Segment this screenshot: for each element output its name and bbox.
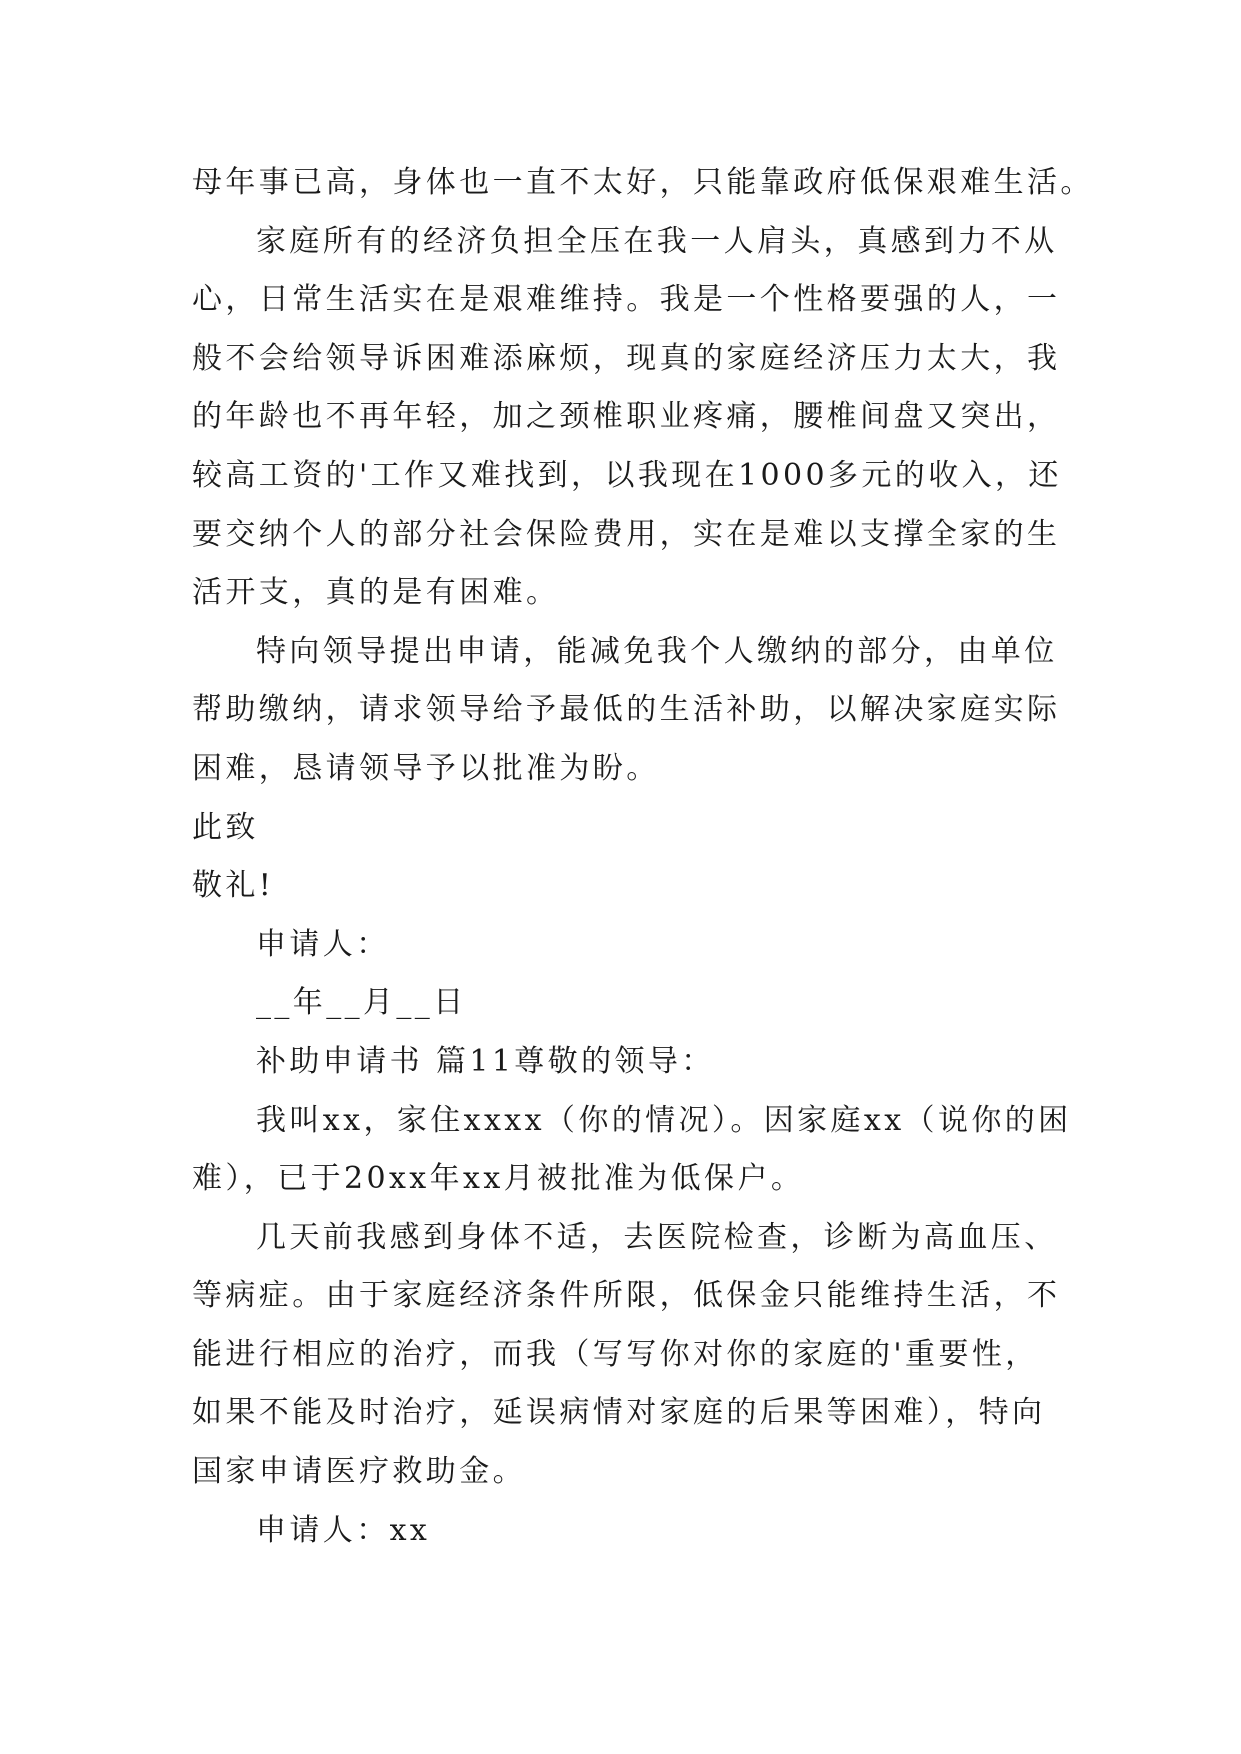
text-line: 要交纳个人的部分社会保险费用，实在是难以支撑全家的生 (192, 516, 1061, 552)
text-line: 申请人：xx (256, 1512, 431, 1548)
text-line: 此致 (192, 809, 259, 845)
text-line: 难），已于20xx年xx月被批准为低保户。 (192, 1161, 805, 1197)
text-line: 家庭所有的经济负担全压在我一人肩头，真感到力不从 (256, 223, 1058, 259)
document-body (192, 154, 1094, 1560)
text-line: 能进行相应的治疗，而我（写写你对你的家庭的'重要性， (192, 1336, 1039, 1372)
text-line: 敬礼! (192, 868, 275, 904)
text-line: 特向领导提出申请，能减免我个人缴纳的部分，由单位 (256, 633, 1058, 669)
text-line: 帮助缴纳，请求领导给予最低的生活补助，以解决家庭实际 (192, 692, 1061, 728)
text-line: 般不会给领导诉困难添麻烦，现真的家庭经济压力太大，我 (192, 340, 1061, 376)
text-line: 如果不能及时治疗，延误病情对家庭的后果等困难），特向 (192, 1395, 1046, 1431)
text-line: 活开支，真的是有困难。 (192, 575, 560, 611)
text-line: 心，日常生活实在是艰难维持。我是一个性格要强的人，一 (192, 282, 1061, 318)
text-line: 几天前我感到身体不适，去医院检查，诊断为高血压、 (256, 1219, 1058, 1255)
text-line: 我叫xx，家住xxxx（你的情况）。因家庭xx（说你的困 (256, 1102, 1072, 1138)
text-line: 的年龄也不再年轻，加之颈椎职业疼痛，腰椎间盘又突出， (192, 399, 1061, 435)
text-line: 困难，恳请领导予以批准为盼。 (192, 750, 660, 786)
text-line: 国家申请医疗救助金。 (192, 1454, 526, 1490)
text-line: 补助申请书 篇11尊敬的领导： (256, 1043, 715, 1079)
text-line: 母年事已高，身体也一直不太好，只能靠政府低保艰难生活。 (192, 165, 1094, 200)
text-line: 较高工资的'工作又难找到，以我现在1000多元的收入，还 (192, 457, 1062, 493)
text-line: 申请人： (256, 926, 390, 962)
text-line: 等病症。由于家庭经济条件所限，低保金只能维持生活，不 (192, 1278, 1061, 1314)
text-line: __年__月__日 (256, 985, 467, 1021)
